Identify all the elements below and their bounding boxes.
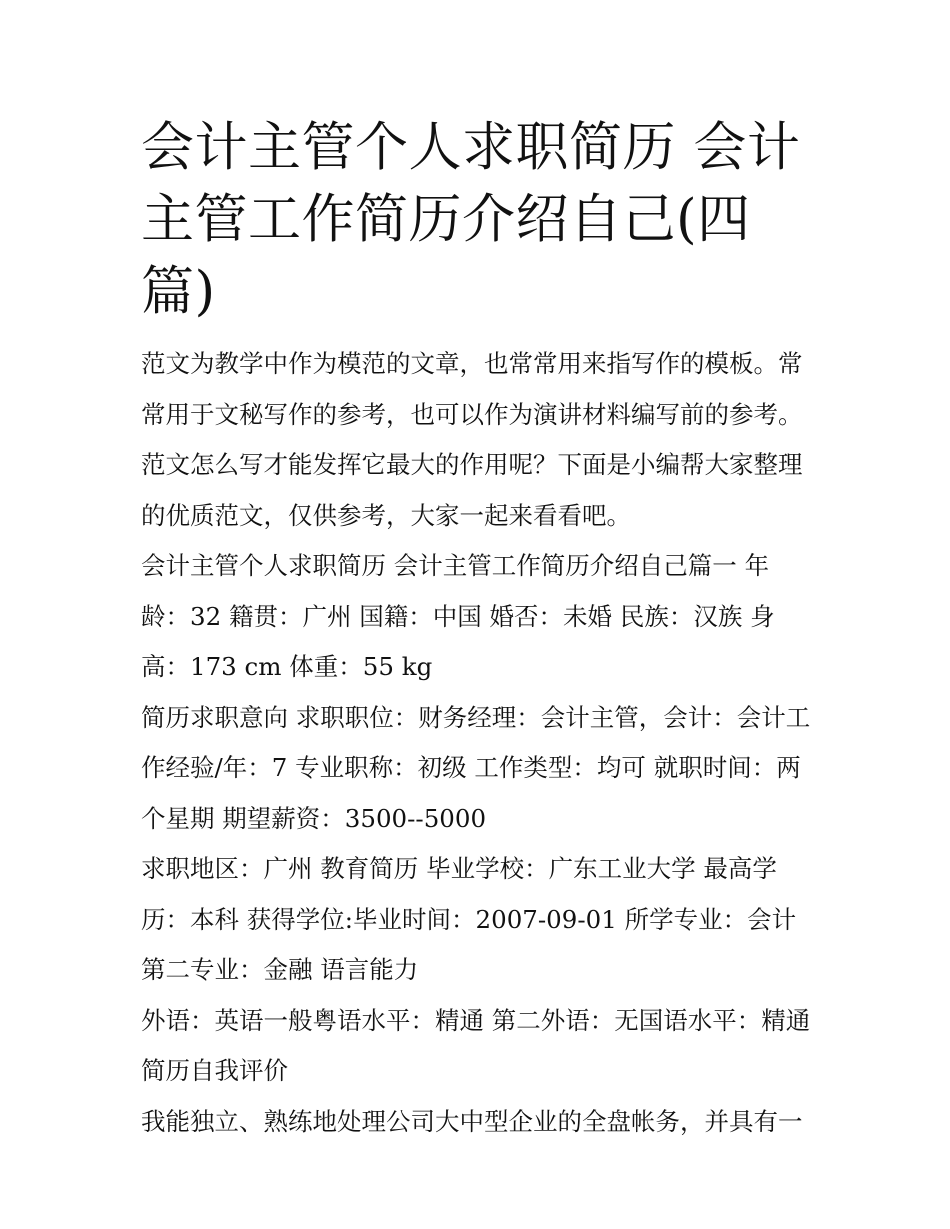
personal-info-paragraph: 会计主管个人求职简历 会计主管工作简历介绍自己篇一 年龄：32 籍贯：广州 国籍：中国 婚否：未婚 民族：汉族 身高：173 cm 体重：55 kg (141, 551, 775, 681)
self-evaluation-paragraph: 我能独立、熟练地处理公司大中型企业的全盘帐务，并具有一 (141, 1106, 803, 1136)
job-intention-paragraph: 简历求职意向 求职职位：财务经理：会计主管，会计：会计工作经验/年：7 专业职称：初级 工作类型：均可 就职时间：两个星期 期望薪资：3500--5000 (141, 702, 811, 833)
intro-paragraph: 范文为教学中作为模范的文章，也常常用来指写作的模板。常常用于文秘写作的参考，也可以作为演讲材料编写前的参考。范文怎么写才能发挥它最大的作用呢？下面是小编帮大家整理的优质范文，仅供参考，大家一起来看看吧。 (141, 349, 803, 530)
document-body (141, 112, 813, 1147)
language-paragraph: 外语：英语一般粤语水平：精通 第二外语：无国语水平：精通 简历自我评价 (141, 1005, 811, 1085)
education-paragraph: 求职地区：广州 教育简历 毕业学校：广东工业大学 最高学历：本科 获得学位:毕业时间：2007-09-01 所学专业：会计第二专业：金融 语言能力 (141, 854, 797, 984)
document-title: 会计主管个人求职简历 会计主管工作简历介绍自己(四篇) (141, 117, 801, 322)
